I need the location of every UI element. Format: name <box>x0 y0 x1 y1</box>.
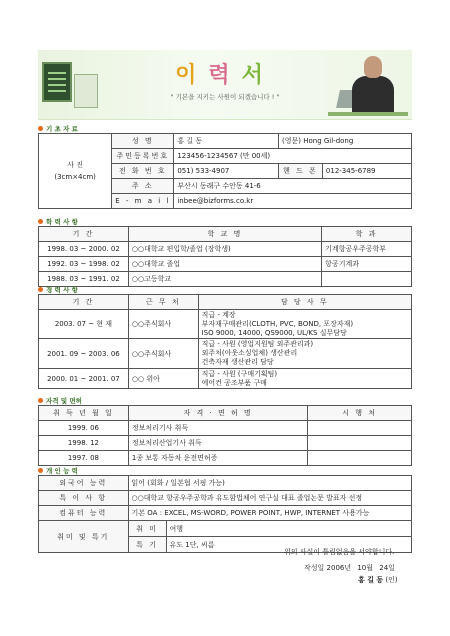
career-period: 2000. 01 ~ 2001. 07 <box>39 368 129 389</box>
bullet-icon <box>38 126 43 131</box>
education-header-major: 학 과 <box>322 227 412 242</box>
english-name-value: (영문) Hong Gil-dong <box>279 134 412 149</box>
license-issuer <box>308 451 412 466</box>
duty-line: 직급 - 사원 (영업지원팀 외주관리과) <box>201 340 314 349</box>
license-name: 1종 보통 자동차 운전면허증 <box>128 451 307 466</box>
hobby-skill-label: 취미 및 특기 <box>39 521 129 553</box>
section-career <box>38 285 78 294</box>
licenses-table <box>38 405 412 466</box>
address-value: 부산시 동래구 수안동 41-6 <box>174 179 412 194</box>
table-row <box>39 421 412 436</box>
education-school: ○○대학교 졸업 <box>128 257 321 272</box>
email-label: E - m a i l <box>112 194 174 209</box>
duty-line: 직급 - 계장 <box>201 311 236 319</box>
section-education-title: 학 력 사 항 <box>46 218 78 226</box>
title-char-3: 서 <box>241 63 275 88</box>
license-name: 정보처리기사 취득 <box>128 421 307 436</box>
computer-skills-value: 기본 OA : EXCEL, MS-WORD, POWER POINT, HWP, INTERNET 사용가능 <box>128 506 411 521</box>
duty-line: ISO 9000, 14000, QS9000, UL/KS 실무담당 <box>201 328 347 337</box>
email-value: inbee@bizforms.co.kr <box>174 194 412 209</box>
license-issuer <box>308 436 412 451</box>
license-issuer <box>308 421 412 436</box>
pledge-statement: 위의 사실이 틀림없음을 서약합니다. <box>284 548 395 556</box>
education-major: 항공기계과 <box>322 257 412 272</box>
skill-label: 특 기 <box>128 537 166 553</box>
section-career-title: 경 력 사 항 <box>46 286 78 294</box>
career-company: ○○주식회사 <box>128 339 198 368</box>
section-basic-title: 기 초 자 료 <box>46 125 78 133</box>
date-year: 2006년 <box>326 564 352 572</box>
duty-line: 부자재구매관리(CLOTH, PVC, BOND, 포장자재) <box>201 319 354 328</box>
duty-line: 직급 - 사원 (구매기획팀) <box>201 369 278 378</box>
businessman-illustration <box>328 50 408 120</box>
resident-number-label: 주민등록번호 <box>112 149 174 164</box>
header-banner <box>38 50 412 120</box>
license-date: 1997. 08 <box>39 451 129 466</box>
name-label: 성 명 <box>112 134 174 149</box>
section-basic <box>38 124 78 133</box>
phone-value: 051) 533-4907 <box>174 164 279 179</box>
table-row <box>39 339 412 368</box>
special-notes-label: 특 이 사 항 <box>39 491 129 506</box>
career-table <box>38 294 412 389</box>
abilities-table <box>38 475 412 553</box>
mobile-value: 012-345-6789 <box>322 164 411 179</box>
duty-line: 외주처(아웃소싱업체) 생산관리 <box>201 349 298 358</box>
foreign-language-value: 읽어 (회화 / 일본협 서핑 가능) <box>128 476 411 491</box>
resident-number-value: 123456-1234567 (만 00세) <box>174 149 412 164</box>
photo-size: (3cm×4cm) <box>54 173 96 181</box>
address-label: 주 소 <box>112 179 174 194</box>
seal-mark: (인) <box>385 576 398 584</box>
education-header-period: 기 간 <box>39 227 129 242</box>
career-header-duties: 담 당 사 무 <box>198 295 411 310</box>
career-header-company: 근 무 처 <box>128 295 198 310</box>
bullet-icon <box>38 219 43 224</box>
education-table <box>38 226 412 287</box>
table-row <box>39 451 412 466</box>
name-value: 홍 길 동 <box>174 134 279 149</box>
section-abilities <box>38 466 78 475</box>
title-char-2: 력 <box>208 63 242 88</box>
career-period: 2001. 09 ~ 2003. 06 <box>39 339 129 368</box>
career-duties <box>198 339 411 368</box>
table-row <box>39 257 412 272</box>
signer-name: 홍 길 동 <box>358 576 384 584</box>
career-company: ○○ 위아 <box>128 368 198 389</box>
written-date <box>304 563 395 573</box>
hobby-label: 취 미 <box>128 521 166 537</box>
date-day: 24일 <box>379 564 395 572</box>
education-period: 1988. 03 ~ 1991. 02 <box>39 272 129 287</box>
section-education <box>38 217 78 226</box>
duty-line: 에어컨 공조부품 구매 <box>201 378 267 387</box>
duty-line: 건축자재 생산관리 담당 <box>201 357 274 366</box>
bullet-icon <box>38 287 43 292</box>
license-date: 1999. 06 <box>39 421 129 436</box>
education-header-school: 학 교 명 <box>128 227 321 242</box>
education-major: 기계항공우주공학부 <box>322 242 412 257</box>
career-duties <box>198 310 411 339</box>
foreign-language-label: 외국어 능력 <box>39 476 129 491</box>
title-char-1: 이 <box>175 63 209 88</box>
license-name: 정보처리산업기사 취득 <box>128 436 307 451</box>
section-licenses-title: 자격 및 면허 <box>46 397 82 405</box>
computer-skills-label: 컴퓨터 능력 <box>39 506 129 521</box>
education-period: 1998. 03 ~ 2000. 02 <box>39 242 129 257</box>
photo-label: 사 진 <box>67 161 83 169</box>
date-month: 10월 <box>357 564 374 572</box>
career-period: 2003. 07 ~ 현 재 <box>39 310 129 339</box>
hobby-value: 여행 <box>166 521 411 537</box>
license-header-date: 취 득 년 월 일 <box>39 406 129 421</box>
career-duties <box>198 368 411 389</box>
career-header-period: 기 간 <box>39 295 129 310</box>
section-licenses <box>38 396 82 405</box>
phone-label: 전 화 번 호 <box>112 164 174 179</box>
special-notes-value: ○○대학교 항공우주공학과 유도함법체어 연구실 대표 졸업논문 발표자 선정 <box>128 491 411 506</box>
career-company: ○○주식회사 <box>128 310 198 339</box>
license-header-issuer: 시 행 처 <box>308 406 412 421</box>
table-row <box>39 368 412 389</box>
section-abilities-title: 개 인 능 력 <box>46 467 78 475</box>
table-row <box>39 436 412 451</box>
license-date: 1998. 12 <box>39 436 129 451</box>
education-school: ○○대학교 편입학/졸업 (장학생) <box>128 242 321 257</box>
bullet-icon <box>38 398 43 403</box>
education-school: ○○고등학교 <box>128 272 321 287</box>
table-row <box>39 272 412 287</box>
signature-line <box>358 575 398 585</box>
skill-value: 유도 1단, 씨름 <box>166 537 411 553</box>
date-prefix: 작성일 <box>304 564 325 572</box>
table-row <box>39 310 412 339</box>
page-subtitle: " 기본을 지키는 사원이 되겠습니다 ! " <box>170 93 280 101</box>
basic-info-table <box>38 133 412 209</box>
bullet-icon <box>38 468 43 473</box>
table-row <box>39 242 412 257</box>
license-header-name: 자 격 · 면 허 명 <box>128 406 307 421</box>
education-major <box>322 272 412 287</box>
photo-box <box>39 134 112 209</box>
mobile-label: 핸 드 폰 <box>279 164 323 179</box>
education-period: 1992. 03 ~ 1998. 02 <box>39 257 129 272</box>
